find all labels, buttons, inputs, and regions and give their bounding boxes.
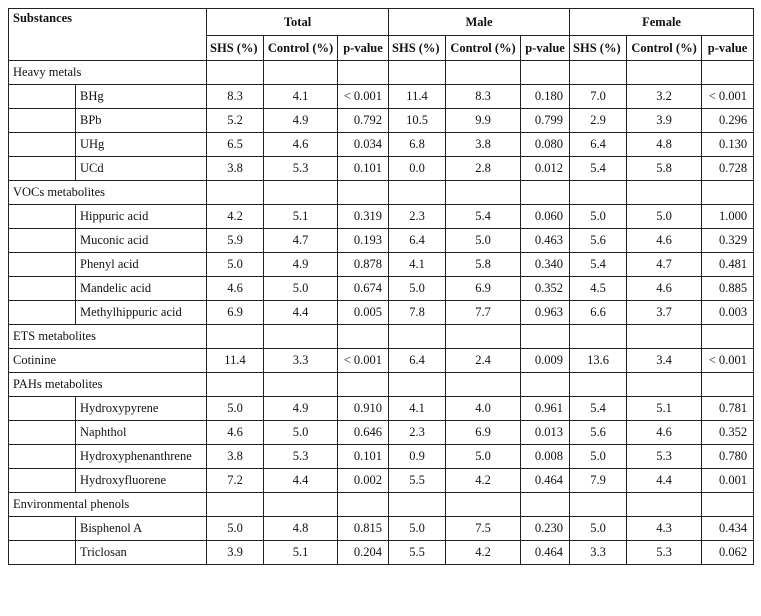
value-cell: 0.352: [702, 421, 754, 445]
empty-cell: [389, 325, 446, 349]
value-cell: 3.3: [570, 541, 627, 565]
value-cell: 8.3: [207, 85, 264, 109]
value-cell: 7.2: [207, 469, 264, 493]
empty-cell: [521, 61, 570, 85]
value-cell: 6.6: [570, 301, 627, 325]
empty-cell: [264, 325, 338, 349]
section-title: VOCs metabolites: [9, 181, 207, 205]
indent-cell: [9, 205, 76, 229]
value-cell: 4.7: [627, 253, 702, 277]
value-cell: 4.6: [207, 421, 264, 445]
value-cell: 6.5: [207, 133, 264, 157]
empty-cell: [446, 325, 521, 349]
value-cell: 5.4: [570, 157, 627, 181]
value-cell: 4.7: [264, 229, 338, 253]
value-cell: 5.0: [389, 517, 446, 541]
substance-name: Triclosan: [76, 541, 207, 565]
indent-cell: [9, 517, 76, 541]
value-cell: 4.6: [627, 421, 702, 445]
indent-cell: [9, 445, 76, 469]
value-cell: 3.8: [207, 445, 264, 469]
value-cell: 5.0: [207, 253, 264, 277]
value-cell: 3.8: [446, 133, 521, 157]
value-cell: 4.4: [627, 469, 702, 493]
indent-cell: [9, 541, 76, 565]
indent-cell: [9, 253, 76, 277]
table-row: [9, 85, 754, 109]
value-cell: 0.340: [521, 253, 570, 277]
substance-name: Mandelic acid: [76, 277, 207, 301]
empty-cell: [446, 181, 521, 205]
substance-name: Cotinine: [9, 349, 207, 373]
empty-cell: [521, 373, 570, 397]
substance-name: UCd: [76, 157, 207, 181]
empty-cell: [389, 181, 446, 205]
value-cell: 0.003: [702, 301, 754, 325]
value-cell: < 0.001: [702, 85, 754, 109]
empty-cell: [702, 181, 754, 205]
substance-name: Naphthol: [76, 421, 207, 445]
value-cell: 6.4: [570, 133, 627, 157]
value-cell: 3.8: [207, 157, 264, 181]
value-cell: 4.9: [264, 397, 338, 421]
substances-header: Substances: [9, 9, 207, 61]
value-cell: 1.000: [702, 205, 754, 229]
col-header-pvalue: p-value: [521, 36, 570, 61]
value-cell: 4.0: [446, 397, 521, 421]
value-cell: 7.0: [570, 85, 627, 109]
value-cell: < 0.001: [338, 349, 389, 373]
table-row: [9, 157, 754, 181]
indent-cell: [9, 421, 76, 445]
empty-cell: [521, 181, 570, 205]
col-header-shs: SHS (%): [389, 36, 446, 61]
table-row: [9, 349, 754, 373]
empty-cell: [570, 61, 627, 85]
indent-cell: [9, 229, 76, 253]
value-cell: 0.296: [702, 109, 754, 133]
empty-cell: [338, 325, 389, 349]
value-cell: 0.080: [521, 133, 570, 157]
empty-cell: [570, 181, 627, 205]
value-cell: 8.3: [446, 85, 521, 109]
value-cell: 5.4: [446, 205, 521, 229]
table-row: [9, 541, 754, 565]
section-title: Heavy metals: [9, 61, 207, 85]
indent-cell: [9, 133, 76, 157]
value-cell: 5.0: [389, 277, 446, 301]
value-cell: 3.3: [264, 349, 338, 373]
substance-name: Hippuric acid: [76, 205, 207, 229]
substance-name: Muconic acid: [76, 229, 207, 253]
section-title: ETS metabolites: [9, 325, 207, 349]
col-header-control: Control (%): [264, 36, 338, 61]
table-row: [9, 469, 754, 493]
value-cell: 5.8: [627, 157, 702, 181]
table-row: [9, 109, 754, 133]
value-cell: 4.6: [627, 277, 702, 301]
value-cell: 3.2: [627, 85, 702, 109]
empty-cell: [702, 493, 754, 517]
substance-name: Hydroxyphenanthrene: [76, 445, 207, 469]
empty-cell: [389, 373, 446, 397]
value-cell: 6.4: [389, 349, 446, 373]
value-cell: 4.1: [264, 85, 338, 109]
section-title: PAHs metabolites: [9, 373, 207, 397]
table-row: [9, 421, 754, 445]
value-cell: 0.0: [389, 157, 446, 181]
value-cell: 5.4: [570, 397, 627, 421]
section-header-row: [9, 325, 754, 349]
value-cell: 0.792: [338, 109, 389, 133]
col-header-control: Control (%): [627, 36, 702, 61]
value-cell: 5.1: [627, 397, 702, 421]
value-cell: 4.6: [264, 133, 338, 157]
empty-cell: [207, 493, 264, 517]
empty-cell: [446, 61, 521, 85]
group-header-female: Female: [570, 9, 754, 36]
value-cell: 0.463: [521, 229, 570, 253]
value-cell: 5.3: [627, 445, 702, 469]
value-cell: 4.6: [207, 277, 264, 301]
substance-name: BPb: [76, 109, 207, 133]
value-cell: 0.230: [521, 517, 570, 541]
results-table: [8, 8, 754, 565]
substance-name: Hydroxypyrene: [76, 397, 207, 421]
empty-cell: [627, 181, 702, 205]
value-cell: 0.101: [338, 157, 389, 181]
value-cell: 7.5: [446, 517, 521, 541]
substance-name: Methylhippuric acid: [76, 301, 207, 325]
value-cell: 0.9: [389, 445, 446, 469]
value-cell: 0.728: [702, 157, 754, 181]
empty-cell: [338, 493, 389, 517]
value-cell: 0.060: [521, 205, 570, 229]
value-cell: 5.6: [570, 229, 627, 253]
value-cell: 5.0: [446, 445, 521, 469]
value-cell: 5.3: [627, 541, 702, 565]
value-cell: 4.1: [389, 397, 446, 421]
value-cell: 2.4: [446, 349, 521, 373]
value-cell: 5.8: [446, 253, 521, 277]
value-cell: 3.9: [207, 541, 264, 565]
value-cell: 0.062: [702, 541, 754, 565]
empty-cell: [702, 325, 754, 349]
value-cell: 6.8: [389, 133, 446, 157]
value-cell: 7.8: [389, 301, 446, 325]
value-cell: 11.4: [389, 85, 446, 109]
table-row: [9, 277, 754, 301]
value-cell: 3.4: [627, 349, 702, 373]
value-cell: 0.002: [338, 469, 389, 493]
table-row: [9, 517, 754, 541]
value-cell: 13.6: [570, 349, 627, 373]
empty-cell: [264, 61, 338, 85]
value-cell: 0.961: [521, 397, 570, 421]
value-cell: 11.4: [207, 349, 264, 373]
value-cell: 4.4: [264, 469, 338, 493]
value-cell: 0.878: [338, 253, 389, 277]
col-header-pvalue: p-value: [338, 36, 389, 61]
section-header-row: [9, 493, 754, 517]
value-cell: 0.329: [702, 229, 754, 253]
section-header-row: [9, 61, 754, 85]
table-row: [9, 229, 754, 253]
empty-cell: [570, 493, 627, 517]
col-header-pvalue: p-value: [702, 36, 754, 61]
value-cell: 5.0: [264, 421, 338, 445]
value-cell: 0.885: [702, 277, 754, 301]
value-cell: 5.0: [264, 277, 338, 301]
empty-cell: [627, 373, 702, 397]
value-cell: 0.034: [338, 133, 389, 157]
empty-cell: [338, 61, 389, 85]
value-cell: 0.204: [338, 541, 389, 565]
substance-name: Bisphenol A: [76, 517, 207, 541]
value-cell: 0.319: [338, 205, 389, 229]
empty-cell: [570, 373, 627, 397]
value-cell: 5.3: [264, 157, 338, 181]
value-cell: 0.352: [521, 277, 570, 301]
value-cell: 6.9: [446, 421, 521, 445]
table-row: [9, 205, 754, 229]
empty-cell: [627, 325, 702, 349]
table-row: [9, 445, 754, 469]
value-cell: 0.012: [521, 157, 570, 181]
value-cell: 0.001: [702, 469, 754, 493]
value-cell: 0.464: [521, 541, 570, 565]
section-header-row: [9, 181, 754, 205]
value-cell: 7.7: [446, 301, 521, 325]
value-cell: 5.0: [570, 445, 627, 469]
value-cell: 0.781: [702, 397, 754, 421]
empty-cell: [446, 493, 521, 517]
empty-cell: [627, 493, 702, 517]
value-cell: 4.4: [264, 301, 338, 325]
table-row: [9, 301, 754, 325]
value-cell: 4.9: [264, 253, 338, 277]
value-cell: 3.9: [627, 109, 702, 133]
table-row: [9, 397, 754, 421]
value-cell: 5.4: [570, 253, 627, 277]
value-cell: 0.101: [338, 445, 389, 469]
empty-cell: [264, 493, 338, 517]
empty-cell: [521, 325, 570, 349]
value-cell: 3.7: [627, 301, 702, 325]
value-cell: 0.799: [521, 109, 570, 133]
value-cell: 5.0: [446, 229, 521, 253]
empty-cell: [264, 181, 338, 205]
value-cell: 4.2: [446, 541, 521, 565]
value-cell: 0.780: [702, 445, 754, 469]
group-header-total: Total: [207, 9, 389, 36]
value-cell: 0.674: [338, 277, 389, 301]
value-cell: 5.5: [389, 469, 446, 493]
indent-cell: [9, 397, 76, 421]
empty-cell: [207, 181, 264, 205]
value-cell: 6.9: [446, 277, 521, 301]
value-cell: 5.9: [207, 229, 264, 253]
value-cell: 6.4: [389, 229, 446, 253]
indent-cell: [9, 469, 76, 493]
table-row: [9, 253, 754, 277]
value-cell: 5.2: [207, 109, 264, 133]
value-cell: < 0.001: [702, 349, 754, 373]
empty-cell: [338, 181, 389, 205]
empty-cell: [389, 493, 446, 517]
value-cell: 4.6: [627, 229, 702, 253]
value-cell: 6.9: [207, 301, 264, 325]
indent-cell: [9, 277, 76, 301]
value-cell: 0.910: [338, 397, 389, 421]
section-header-row: [9, 373, 754, 397]
indent-cell: [9, 301, 76, 325]
value-cell: 4.2: [207, 205, 264, 229]
substance-name: Phenyl acid: [76, 253, 207, 277]
value-cell: 5.0: [207, 397, 264, 421]
substance-name: BHg: [76, 85, 207, 109]
value-cell: 10.5: [389, 109, 446, 133]
empty-cell: [264, 373, 338, 397]
value-cell: 0.963: [521, 301, 570, 325]
value-cell: 5.3: [264, 445, 338, 469]
value-cell: 0.464: [521, 469, 570, 493]
value-cell: 2.3: [389, 205, 446, 229]
value-cell: 5.0: [627, 205, 702, 229]
value-cell: 0.005: [338, 301, 389, 325]
value-cell: 0.434: [702, 517, 754, 541]
table-body: [9, 61, 754, 565]
value-cell: 4.8: [627, 133, 702, 157]
substance-name: UHg: [76, 133, 207, 157]
value-cell: 2.8: [446, 157, 521, 181]
substance-name: Hydroxyfluorene: [76, 469, 207, 493]
group-header-male: Male: [389, 9, 570, 36]
value-cell: 2.3: [389, 421, 446, 445]
table-row: [9, 133, 754, 157]
header-row-groups: [9, 9, 754, 36]
empty-cell: [702, 61, 754, 85]
indent-cell: [9, 157, 76, 181]
value-cell: 0.646: [338, 421, 389, 445]
value-cell: 5.0: [570, 205, 627, 229]
value-cell: 5.0: [207, 517, 264, 541]
value-cell: 4.8: [264, 517, 338, 541]
value-cell: 0.815: [338, 517, 389, 541]
value-cell: 4.3: [627, 517, 702, 541]
empty-cell: [446, 373, 521, 397]
value-cell: 4.5: [570, 277, 627, 301]
value-cell: < 0.001: [338, 85, 389, 109]
value-cell: 7.9: [570, 469, 627, 493]
value-cell: 5.5: [389, 541, 446, 565]
value-cell: 0.008: [521, 445, 570, 469]
value-cell: 0.013: [521, 421, 570, 445]
empty-cell: [521, 493, 570, 517]
section-title: Environmental phenols: [9, 493, 207, 517]
empty-cell: [338, 373, 389, 397]
value-cell: 0.193: [338, 229, 389, 253]
value-cell: 4.2: [446, 469, 521, 493]
value-cell: 5.0: [570, 517, 627, 541]
value-cell: 5.6: [570, 421, 627, 445]
value-cell: 9.9: [446, 109, 521, 133]
value-cell: 5.1: [264, 541, 338, 565]
value-cell: 0.009: [521, 349, 570, 373]
empty-cell: [207, 325, 264, 349]
empty-cell: [570, 325, 627, 349]
value-cell: 4.1: [389, 253, 446, 277]
empty-cell: [389, 61, 446, 85]
value-cell: 0.130: [702, 133, 754, 157]
value-cell: 5.1: [264, 205, 338, 229]
empty-cell: [207, 61, 264, 85]
empty-cell: [702, 373, 754, 397]
col-header-shs: SHS (%): [207, 36, 264, 61]
value-cell: 0.180: [521, 85, 570, 109]
empty-cell: [207, 373, 264, 397]
indent-cell: [9, 85, 76, 109]
value-cell: 2.9: [570, 109, 627, 133]
value-cell: 0.481: [702, 253, 754, 277]
col-header-control: Control (%): [446, 36, 521, 61]
col-header-shs: SHS (%): [570, 36, 627, 61]
empty-cell: [627, 61, 702, 85]
indent-cell: [9, 109, 76, 133]
value-cell: 4.9: [264, 109, 338, 133]
